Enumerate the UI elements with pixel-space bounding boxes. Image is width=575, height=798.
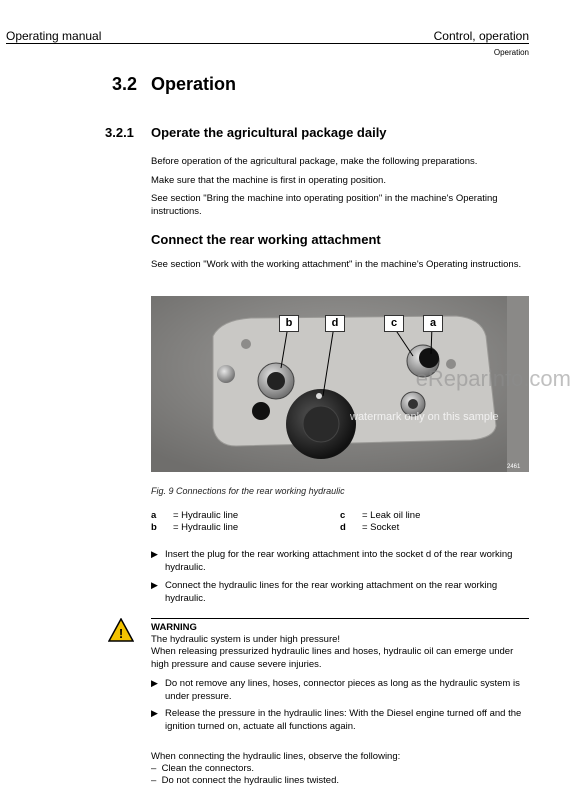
warning-title: WARNING — [151, 622, 197, 633]
legend-key-d: d — [340, 522, 346, 533]
step-text: Insert the plug for the rear working attachment into the socket d of the rear working hydraulic. — [165, 549, 513, 573]
warning-bullet-text: Do not remove any lines, hoses, connector pieces as long as the hydraulic system is under pressure. — [165, 678, 520, 702]
warning-bullet-2 — [151, 707, 526, 733]
legend-key-a: a — [151, 510, 157, 521]
closing-intro: When connecting the hydraulic lines, observe the following: — [151, 751, 401, 762]
legend-value-c: = Leak oil line — [362, 510, 421, 521]
step-text: Connect the hydraulic lines for the rear working attachment on the rear working hydraulic. — [165, 580, 498, 604]
watermark-sub: watermark only on this sample — [350, 411, 499, 423]
legend-value-a: = Hydraulic line — [173, 510, 239, 521]
warning-rule — [151, 618, 529, 619]
legend-value-d: = Socket — [362, 522, 400, 533]
closing-item-text: Do not connect the hydraulic lines twisted. — [161, 775, 340, 786]
paragraph-position: Make sure that the machine is first in operating position. — [151, 175, 386, 186]
header-right: Control, operation — [433, 29, 529, 43]
step-insert-plug — [151, 548, 526, 574]
section-number: 3.2 — [112, 74, 138, 94]
heading-connect-rear: Connect the rear working attachment — [151, 232, 381, 247]
label-b: b — [279, 315, 299, 332]
arrow-icon: ▶ — [151, 678, 158, 688]
label-a: a — [423, 315, 443, 332]
legend-key-b: b — [151, 522, 157, 533]
warning-line-1: The hydraulic system is under high pressure! — [151, 634, 341, 645]
warning-line-2: When releasing pressurized hydraulic lines and hoses, hydraulic oil can emerge under high pressure and cause severe injuries. — [151, 646, 514, 670]
warning-bullet-text: Release the pressure in the hydraulic lines: With the Diesel engine turned off and the ignition turned on, actuate all functions again. — [165, 708, 522, 732]
warning-icon — [108, 618, 134, 642]
legend-key-c: c — [340, 510, 346, 521]
step-connect-lines — [151, 579, 526, 605]
label-d: d — [325, 315, 345, 332]
arrow-icon: ▶ — [151, 549, 158, 559]
subsection-title: Operate the agricultural package daily — [151, 125, 387, 140]
figure-caption: Fig. 9 Connections for the rear working hydraulic — [151, 486, 345, 496]
paragraph-preparations: Before operation of the agricultural package, make the following preparations. — [151, 156, 478, 167]
section-title: Operation — [151, 74, 237, 94]
figure-code: 2461 — [507, 464, 521, 470]
warning-bullet-1 — [151, 677, 526, 703]
header-rule — [6, 43, 529, 44]
subsection-number: 3.2.1 — [105, 125, 134, 140]
arrow-icon: ▶ — [151, 580, 158, 590]
header-subtitle: Operation — [493, 48, 529, 57]
dash: – — [151, 763, 157, 774]
dash: – — [151, 775, 157, 786]
header-left: Operating manual — [6, 29, 102, 43]
legend-value-b: = Hydraulic line — [173, 522, 239, 533]
arrow-icon: ▶ — [151, 708, 158, 718]
paragraph-reference: See section "Work with the working attachment" in the machine's Operating instructions. — [151, 259, 522, 270]
label-c: c — [384, 315, 404, 332]
svg-text:!: ! — [118, 626, 124, 641]
closing-item-text: Clean the connectors. — [161, 763, 254, 774]
watermark-main: eReparinfo.com — [415, 366, 571, 391]
paragraph-see-section: See section "Bring the machine into operating position" in the machine's Operating instructions. — [151, 193, 498, 217]
closing-item-2 — [151, 774, 531, 787]
